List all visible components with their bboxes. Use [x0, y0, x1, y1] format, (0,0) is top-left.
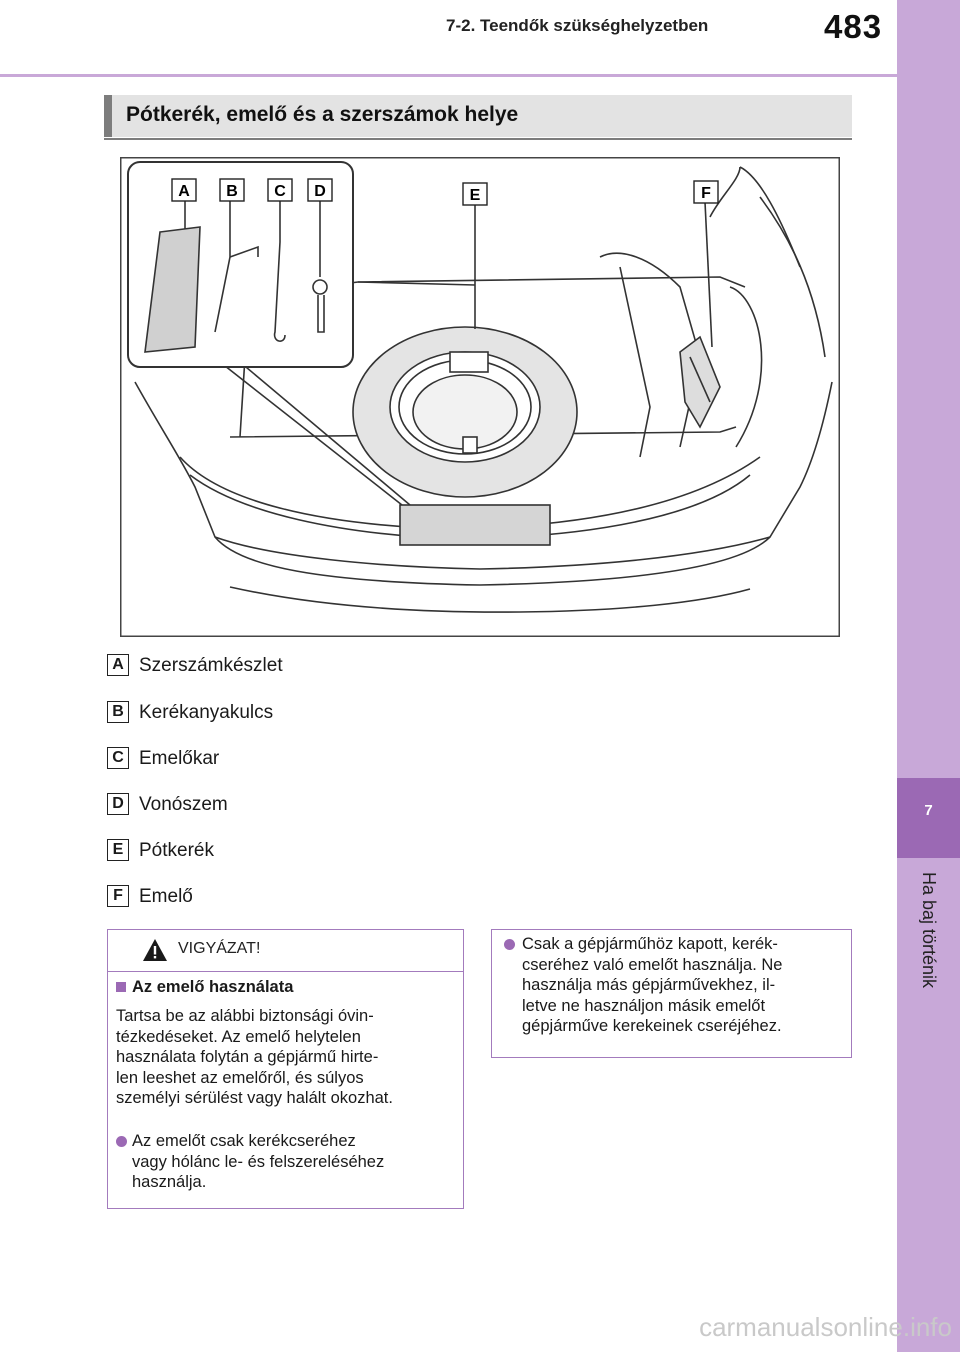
legend-text: Emelő	[139, 886, 193, 907]
callout-c: C	[274, 183, 286, 200]
legend-text: Pótkerék	[139, 840, 214, 861]
trunk-illustration-svg	[120, 157, 840, 637]
legend-letter: F	[107, 885, 129, 907]
callout-a: A	[178, 183, 190, 200]
section-title: Pótkerék, emelő és a szerszámok helye	[126, 103, 519, 126]
caution-title: VIGYÁZAT!	[178, 940, 261, 957]
note-box	[491, 929, 852, 1058]
section-title-bar	[104, 95, 852, 137]
legend-letter: D	[107, 793, 129, 815]
chapter-title: Ha baj történik	[919, 872, 939, 989]
legend-text: Szerszámkészlet	[139, 655, 283, 676]
trunk-illustration	[120, 157, 840, 637]
legend-text: Vonószem	[139, 794, 228, 815]
watermark: carmanualsonline.info	[699, 1312, 952, 1342]
running-header: 7-2. Teendők szükséghelyzetben	[446, 16, 709, 35]
warning-triangle-icon	[142, 938, 168, 962]
legend-letter: E	[107, 839, 129, 861]
round-bullet-icon	[116, 1136, 127, 1147]
chapter-side-tab	[897, 0, 960, 1352]
caution-box	[107, 929, 464, 1209]
callout-e: E	[469, 187, 481, 204]
header-rule	[0, 74, 897, 77]
callout-f: F	[701, 185, 711, 202]
legend-letter: C	[107, 747, 129, 769]
caution-paragraph: Tartsa be az alábbi biztonsági óvin- tézkedéseket. Az emelő helytelen használata folytán a gépjármű hirte- len leeshet az emelőről, és súlyos személyi sérülést vagy halált okozhat.	[116, 1007, 393, 1107]
legend-letter: B	[107, 701, 129, 723]
caution-bullet: Az emelőt csak kerékcseréhez vagy hólánc le- és felszereléséhez használja.	[132, 1132, 385, 1191]
legend-letter: A	[107, 654, 129, 676]
legend-text: Emelőkar	[139, 748, 220, 769]
callout-b: B	[226, 183, 238, 200]
callout-d: D	[314, 183, 326, 200]
round-bullet-icon	[504, 939, 515, 950]
caution-subheading: Az emelő használata	[132, 978, 294, 996]
caution-header	[108, 930, 463, 972]
note-text: Csak a gépjárműhöz kapott, kerék- cseréhez való emelőt használja. Ne használja más gépjárművekhez, il- letve ne használjon másik emelőt gépjárműve kerekeinek cseréjéhez.	[522, 935, 783, 1035]
page-number: 483	[824, 8, 883, 45]
square-bullet-icon	[116, 982, 126, 992]
chapter-number: 7	[924, 802, 933, 819]
legend-text: Kerékanyakulcs	[139, 702, 274, 723]
